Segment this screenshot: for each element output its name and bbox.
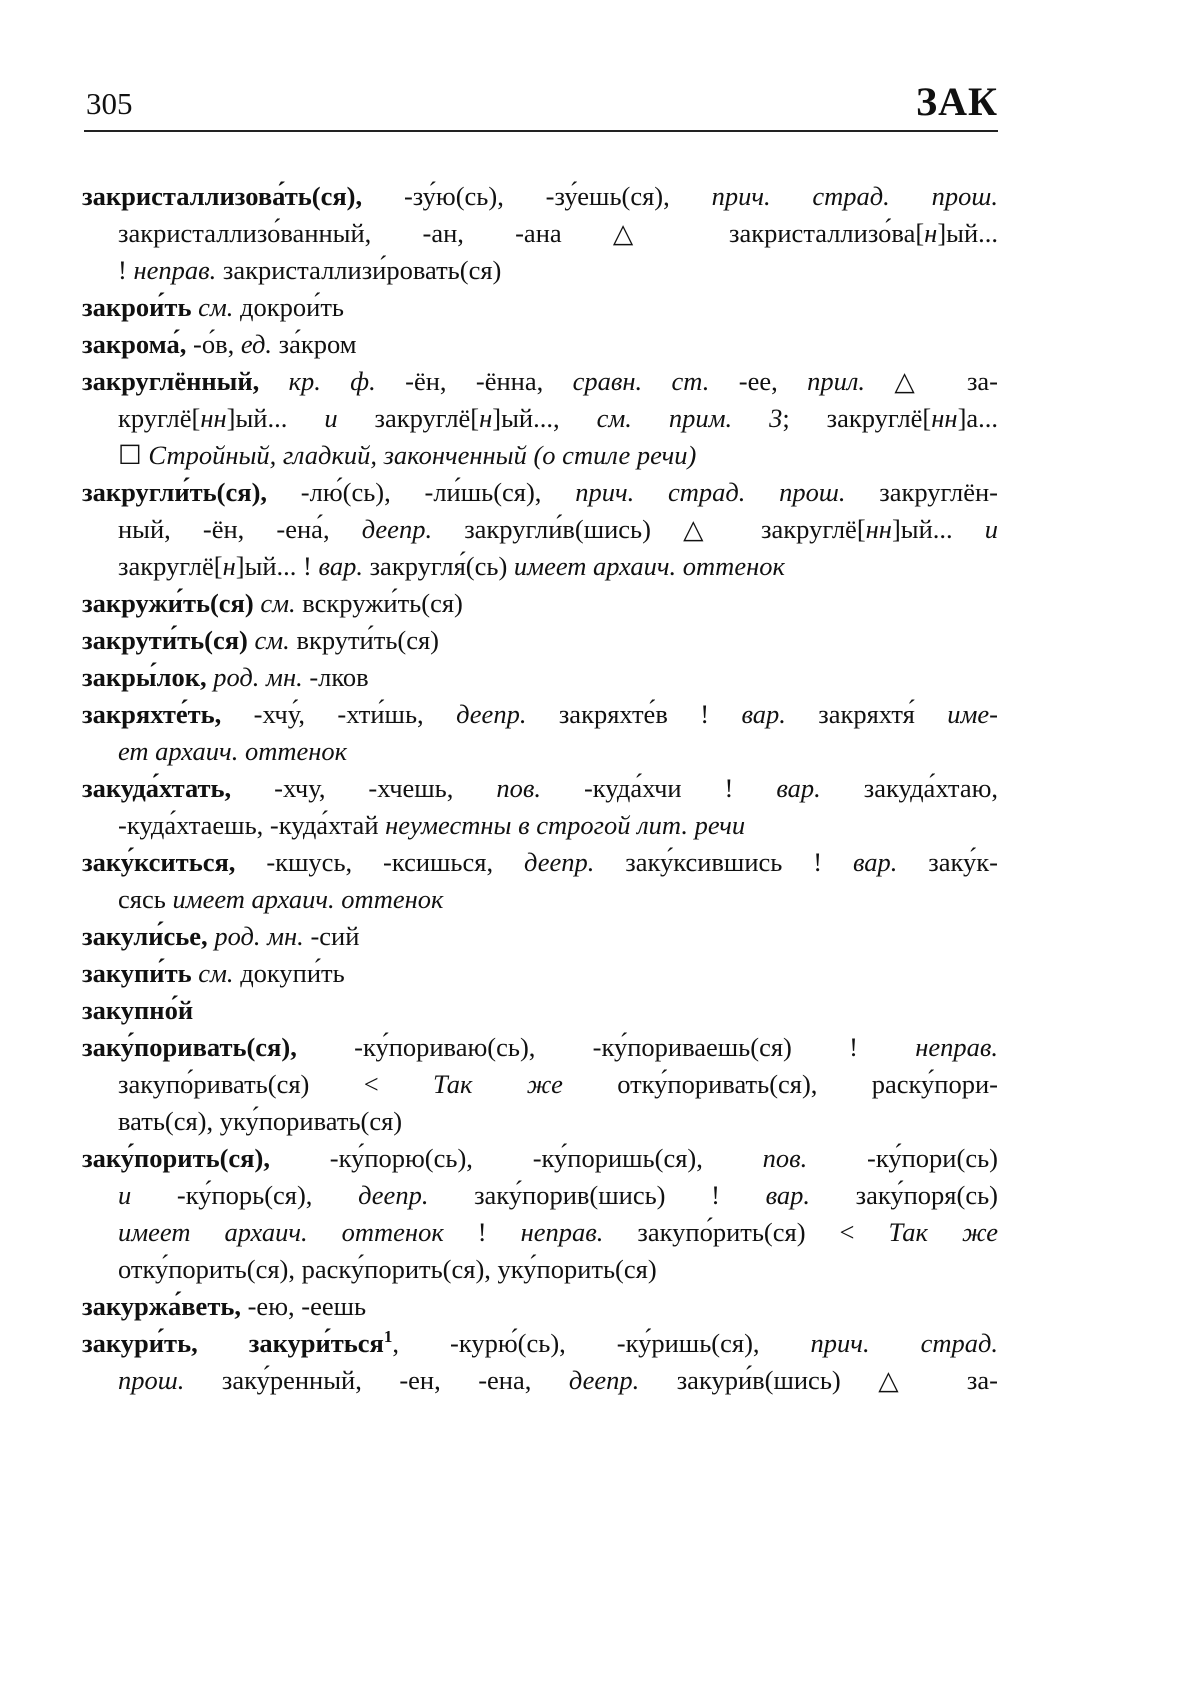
entry-text: ☐ (118, 440, 149, 470)
guide-word: ЗАК (915, 79, 998, 124)
entry-text: ! (118, 255, 134, 285)
entry-text: закругли́в(шись) △ закруглё[ (432, 514, 866, 544)
grammar-label: Стройный, гладкий, законченный (о стиле речи) (148, 440, 697, 470)
entry-headline (82, 474, 998, 511)
entry-text: ]ый... (226, 403, 325, 433)
headword: закругли́ть(ся), (82, 477, 268, 507)
entry-text: докрои́ть (233, 292, 344, 322)
grammar-label: род. мн. (214, 921, 304, 951)
entry-text: заку́порив(шись) ! (428, 1180, 766, 1210)
grammar-label: см. (260, 588, 296, 618)
entry-text: вать(ся), уку́поривать(ся) (118, 1106, 403, 1136)
entry-text: закуда́хтаю, (820, 773, 998, 803)
grammar-label: вар. (765, 1180, 811, 1210)
entry-text: заку́ксившись ! (594, 847, 853, 877)
entry-headline (82, 844, 998, 881)
grammar-label: вар. (741, 699, 786, 729)
headword: закуржа́веть, (82, 1291, 241, 1321)
entry-text: отку́порить(ся), раску́порить(ся), уку́порить(ся) (118, 1254, 657, 1284)
entry-text: -куда́хчи ! (541, 773, 777, 803)
grammar-label: и (118, 1180, 132, 1210)
headword: закупно́й (82, 995, 194, 1025)
entry-text: закряхтя́ (785, 699, 948, 729)
entry-continuation-line (82, 733, 998, 770)
entry-continuation-line (82, 881, 998, 918)
entry-text (259, 366, 288, 396)
headword: закристаллизова́ть(ся), (82, 181, 363, 211)
entry-text: -ён, -ённа, (375, 366, 573, 396)
dictionary-entry (82, 696, 998, 770)
entry-text: -хчу, -хчешь, (231, 773, 497, 803)
dictionary-entry (82, 289, 998, 326)
entry-text: отку́поривать(ся), раску́пори- (562, 1069, 998, 1099)
entry-text: , -курю́(сь), -ку́ришь(ся), (392, 1328, 811, 1358)
dictionary-entry (82, 992, 998, 1029)
grammar-label: прил. (807, 366, 866, 396)
headword: закури́ть, закури́ться (82, 1328, 384, 1358)
grammar-label: н (924, 218, 938, 248)
headword: заку́порить(ся), (82, 1143, 270, 1173)
entry-continuation-line (82, 215, 998, 252)
grammar-label: пов. (762, 1143, 808, 1173)
entry-headline (82, 770, 998, 807)
headword: закупи́ть (82, 958, 192, 988)
entry-continuation-line (82, 1214, 998, 1251)
entry-text: -ку́пориваю(сь), -ку́пориваешь(ся) ! (296, 1032, 916, 1062)
grammar-label: нн (931, 403, 958, 433)
entry-headline (82, 1288, 998, 1325)
headword: закули́сье, (82, 921, 208, 951)
entry-text: заку́ренный, -ен, -ена, (184, 1365, 569, 1395)
entry-text: закругля́(сь) (362, 551, 514, 581)
entry-headline (82, 289, 998, 326)
entry-headline (82, 1325, 998, 1362)
headword: заку́кситься, (82, 847, 236, 877)
entry-text: ; закруглё[ (782, 403, 932, 433)
entry-headline (82, 326, 998, 363)
entry-continuation-line (82, 807, 998, 844)
entry-text (248, 625, 255, 655)
entry-text: -куда́хтаешь, -куда́хтай (118, 810, 386, 840)
grammar-label: см. прим. 3 (596, 403, 783, 433)
headword: закруглённый, (82, 366, 260, 396)
page-number: 305 (86, 86, 133, 121)
dictionary-entry (82, 918, 998, 955)
grammar-label: и (324, 403, 338, 433)
dictionary-entries (82, 178, 998, 1399)
entry-headline (82, 178, 998, 215)
entry-text: -лю́(сь), -ли́шь(ся), (267, 477, 576, 507)
entry-text: -ею, -еешь (240, 1291, 367, 1321)
dictionary-entry (82, 585, 998, 622)
entry-headline (82, 955, 998, 992)
entry-text: ]ый... (937, 218, 998, 248)
entry-headline (82, 918, 998, 955)
grammar-label: пов. (496, 773, 542, 803)
grammar-label: имеет архаич. оттенок (118, 1217, 444, 1247)
grammar-label: вар. (852, 847, 898, 877)
grammar-label: имеет архаич. оттенок (513, 551, 785, 581)
entry-text: докупи́ть (233, 958, 345, 988)
entry-continuation-line (82, 1066, 998, 1103)
grammar-label: Так же (888, 1217, 998, 1247)
grammar-label: сравн. ст. (572, 366, 710, 396)
grammar-label: н (222, 551, 236, 581)
dictionary-entry (82, 363, 998, 474)
entry-continuation-line (82, 1177, 998, 1214)
entry-text: закури́в(шись) △ за- (639, 1365, 998, 1395)
entry-text: ! (443, 1217, 521, 1247)
entry-headline (82, 622, 998, 659)
headword: закружи́ть(ся) (82, 588, 254, 618)
grammar-label: н (479, 403, 493, 433)
grammar-label: име- (947, 699, 998, 729)
entry-headline (82, 696, 998, 733)
grammar-label: род. мн. (213, 662, 303, 692)
grammar-label: прош. (118, 1365, 185, 1395)
grammar-label: см. (254, 625, 290, 655)
headword: закрома́, (82, 329, 187, 359)
dictionary-entry (82, 1325, 998, 1399)
grammar-label: вар. (318, 551, 363, 581)
entry-text: -сий (303, 921, 360, 951)
entry-headline (82, 1029, 998, 1066)
entry-text: -ее, (709, 366, 808, 396)
entry-text: -хчу́, -хти́шь, (221, 699, 457, 729)
dictionary-entry (82, 474, 998, 585)
headword: закуда́хтать, (82, 773, 232, 803)
entry-text: заку́поря(сь) (810, 1180, 998, 1210)
dictionary-entry (82, 955, 998, 992)
entry-text: закристаллизи́ровать(ся) (216, 255, 502, 285)
dictionary-entry (82, 622, 998, 659)
grammar-label: деепр. (361, 514, 433, 544)
dictionary-entry (82, 844, 998, 918)
entry-text: закупо́ривать(ся) < (118, 1069, 433, 1099)
entry-text: закруглён- (845, 477, 998, 507)
grammar-label: неправ. (915, 1032, 998, 1062)
entry-text: закупо́рить(ся) < (603, 1217, 889, 1247)
entry-headline (82, 992, 998, 1029)
entry-text: -ку́порь(ся), (131, 1180, 359, 1210)
grammar-label: ет архаич. оттенок (118, 736, 348, 766)
entry-headline (82, 659, 998, 696)
entry-text: сясь (118, 884, 173, 914)
entry-text: -ку́пори(сь) (807, 1143, 998, 1173)
entry-headline (82, 363, 998, 400)
homonym-index: 1 (383, 1327, 393, 1347)
entry-text: -лков (302, 662, 369, 692)
entry-text: -ку́порю(сь), -ку́поришь(ся), (269, 1143, 763, 1173)
dictionary-entry (82, 326, 998, 363)
entry-continuation-line (82, 1362, 998, 1399)
grammar-label: прич. страд. прош. (575, 477, 846, 507)
entry-text: -зу́ю(сь), -зу́ешь(ся), (362, 181, 712, 211)
headword: закры́лок, (82, 662, 207, 692)
page-header (84, 78, 998, 132)
entry-text: закристаллизо́ванный, -ан, -ана △ закристаллизо́ва[ (118, 218, 925, 248)
entry-text: -кшусь, -ксишься, (235, 847, 524, 877)
entry-headline (82, 585, 998, 622)
headword: закрои́ть (82, 292, 192, 322)
entry-continuation-line (82, 252, 998, 289)
grammar-label: деепр. (358, 1180, 429, 1210)
grammar-label: неуместны в строгой лит. речи (385, 810, 746, 840)
grammar-label: неправ. (133, 255, 217, 285)
grammar-label: и (984, 514, 998, 544)
entry-text: вкрути́ть(ся) (289, 625, 440, 655)
grammar-label: см. (198, 292, 234, 322)
entry-text: закруглё[ (337, 403, 480, 433)
dictionary-entry (82, 1029, 998, 1140)
dictionary-entry (82, 1288, 998, 1325)
grammar-label: нн (865, 514, 892, 544)
grammar-label: кр. ф. (288, 366, 376, 396)
entry-continuation-line (82, 400, 998, 437)
grammar-label: нн (200, 403, 227, 433)
entry-continuation-line (82, 1103, 998, 1140)
entry-text: ный, -ён, -ена́, (118, 514, 362, 544)
entry-text: закряхте́в ! (526, 699, 742, 729)
entry-text: △ за- (865, 366, 998, 396)
grammar-label: деепр. (456, 699, 527, 729)
grammar-label: Так же (433, 1069, 563, 1099)
grammar-label: имеет архаич. оттенок (172, 884, 444, 914)
grammar-label: прич. страд. прош. (711, 181, 998, 211)
entry-text: вскружи́ть(ся) (295, 588, 463, 618)
entry-text: ]ый..., (492, 403, 597, 433)
headword: закряхте́ть, (82, 699, 222, 729)
entry-text: -о́в, (186, 329, 241, 359)
entry-text: заку́к- (897, 847, 998, 877)
dictionary-entry (82, 659, 998, 696)
entry-text: ]ый... (891, 514, 985, 544)
entry-text: ]а... (957, 403, 998, 433)
dictionary-entry (82, 178, 998, 289)
entry-text: круглё[ (118, 403, 201, 433)
grammar-label: деепр. (523, 847, 595, 877)
entry-headline (82, 1140, 998, 1177)
entry-text: за́кром (272, 329, 357, 359)
entry-text: закруглё[ (118, 551, 223, 581)
dictionary-entry (82, 1140, 998, 1288)
grammar-label: неправ. (520, 1217, 604, 1247)
grammar-label: см. (198, 958, 234, 988)
grammar-label: прич. страд. (810, 1328, 998, 1358)
grammar-label: деепр. (568, 1365, 640, 1395)
headword: закрути́ть(ся) (82, 625, 248, 655)
entry-continuation-line (82, 437, 998, 474)
grammar-label: ед. (240, 329, 273, 359)
dictionary-entry (82, 770, 998, 844)
entry-continuation-line (82, 511, 998, 548)
entry-continuation-line (82, 548, 998, 585)
grammar-label: вар. (776, 773, 821, 803)
entry-continuation-line (82, 1251, 998, 1288)
headword: заку́поривать(ся), (82, 1032, 297, 1062)
entry-text: ]ый... ! (235, 551, 319, 581)
